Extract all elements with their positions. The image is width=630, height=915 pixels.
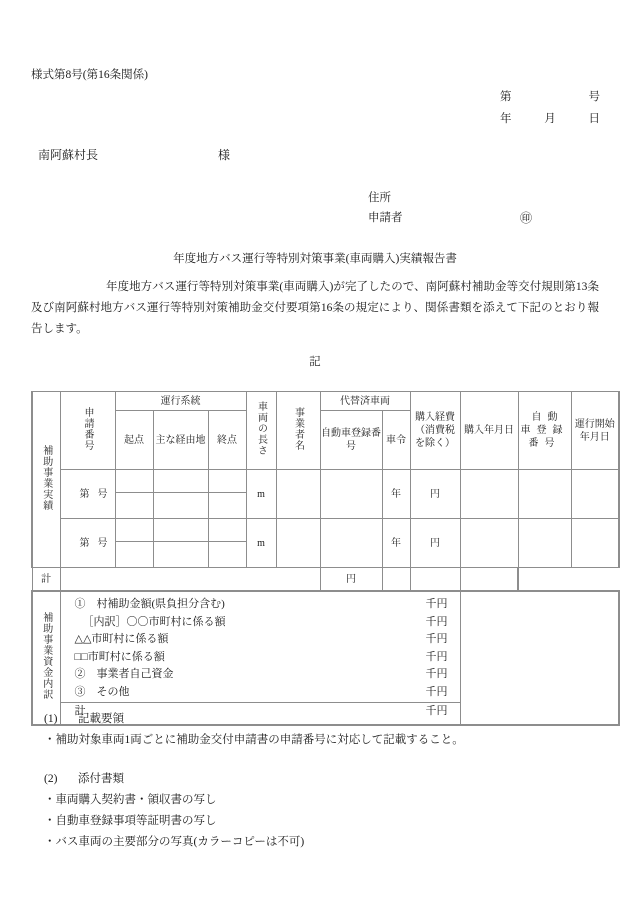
applicant-block: [368, 188, 533, 228]
cell-terminus-top[interactable]: [208, 470, 246, 493]
cell-via-bottom[interactable]: [153, 493, 208, 519]
section-label-funds: 補助事業資金内訳: [32, 591, 60, 725]
header-vehicle-reg-number-new: 自動車登録番号: [518, 392, 571, 470]
body-paragraph: 年度地方バス運行等特別対策事業(車両購入)が完了したので、南阿蘇村補助金等交付規則第13条及び南阿蘇村地方バス運行等特別対策補助金交付要項第16条の規定により、関係書類を添えて下記のとおり報告します。: [31, 281, 599, 335]
funds-item-unit: 千円: [425, 685, 448, 698]
funds-item-label: ② 事業者自己資金: [74, 668, 174, 681]
note-item: ・バス車両の主要部分の写真(カラーコピーは不可): [44, 836, 305, 848]
addressee-honorific: 様: [218, 148, 231, 162]
header-origin: 起点: [115, 411, 153, 470]
document-number-line: [500, 88, 600, 104]
cell-vehicle-reg-old[interactable]: [320, 470, 382, 519]
funds-item: [61, 684, 460, 703]
cell-vehicle-reg-new[interactable]: [518, 470, 571, 519]
funds-item: [61, 649, 460, 667]
cell-origin-bottom[interactable]: [115, 493, 153, 519]
total-blank-span: [60, 568, 320, 592]
applicant-address-label: 住所: [368, 192, 391, 204]
header-vehicle-length: 車両の長さ: [246, 392, 276, 470]
total-service-start-date[interactable]: [460, 568, 518, 592]
funds-item-label: ③ その他: [74, 685, 130, 698]
funds-item-label: 計: [74, 704, 86, 717]
cell-terminus-bottom[interactable]: [208, 542, 246, 568]
cell-vehicle-length[interactable]: m: [246, 519, 276, 568]
header-replaced-vehicle: 代替済車両: [320, 392, 410, 411]
funds-item-unit: 千円: [425, 650, 448, 663]
document-number-prefix: 第: [500, 91, 512, 103]
cell-purchase-cost[interactable]: 円: [410, 470, 460, 519]
funds-item-label: △△市町村に係る額: [74, 633, 169, 646]
cell-operator-name[interactable]: [276, 470, 320, 519]
cell-purchase-date[interactable]: [460, 470, 518, 519]
funds-item-unit: 千円: [425, 633, 448, 646]
funds-item-unit: 千円: [425, 704, 448, 717]
header-application-number: 申請番号: [60, 392, 115, 470]
cell-vehicle-reg-old[interactable]: [320, 519, 382, 568]
note-section-2-title: 添付書類: [78, 773, 124, 785]
total-purchase-date[interactable]: [382, 568, 410, 592]
cell-purchase-date[interactable]: [460, 519, 518, 568]
cell-terminus-top[interactable]: [208, 519, 246, 542]
cell-service-start-date[interactable]: [571, 519, 619, 568]
table-row: [32, 519, 619, 542]
cell-origin-top[interactable]: [115, 519, 153, 542]
cell-vehicle-reg-new[interactable]: [518, 519, 571, 568]
applicant-name-line: [368, 208, 533, 228]
table-header-row-1: [32, 392, 619, 411]
notes-section: [44, 709, 604, 853]
header-terminus: 終点: [208, 411, 246, 470]
cell-purchase-cost[interactable]: 円: [410, 519, 460, 568]
form-table: [31, 391, 620, 726]
table-total-row: [32, 568, 619, 592]
cell-vehicle-age[interactable]: 年: [382, 519, 410, 568]
page-title: 年度地方バス運行等特別対策事業(車両購入)実績報告書: [173, 253, 457, 265]
cell-service-start-date[interactable]: [571, 470, 619, 519]
note-section-1-heading: [44, 709, 604, 730]
cell-via-top[interactable]: [153, 519, 208, 542]
date-month-label: 月: [544, 113, 556, 125]
form-number: 様式第8号(第16条関係): [31, 69, 148, 81]
total-purchase-cost[interactable]: 円: [320, 568, 382, 592]
form-table-wrapper: [31, 391, 615, 726]
funds-item: [61, 596, 460, 614]
table-row: [32, 470, 619, 493]
total-vehicle-reg-new[interactable]: [410, 568, 460, 592]
header-route-system: 運行系統: [115, 392, 246, 411]
note-item: ・自動車登録事項等証明書の写し: [44, 815, 217, 827]
funds-item-unit: 千円: [425, 598, 448, 610]
funds-item-unit: 千円: [425, 615, 448, 628]
header-purchase-cost: 購入経費（消費税を除く）: [410, 392, 460, 470]
document-date-line: [500, 110, 600, 126]
applicant-address-line: [368, 188, 403, 208]
funds-section-row: [32, 591, 619, 725]
funds-breakdown-list: [60, 591, 460, 725]
note-spacer: [44, 751, 604, 769]
funds-blank-cell[interactable]: [460, 591, 619, 725]
funds-item-label: ① 村補助金額(県負担分含む): [74, 598, 225, 610]
cell-via-bottom[interactable]: [153, 542, 208, 568]
note-section-2-heading: [44, 769, 604, 790]
date-year-label: 年: [500, 113, 512, 125]
funds-item: [61, 614, 460, 632]
cell-vehicle-age[interactable]: 年: [382, 470, 410, 519]
note-item: ・補助対象車両1両ごとに補助金交付申請書の申請番号に対応して記載すること。: [44, 734, 464, 746]
header-via: 主な経由地: [153, 411, 208, 470]
cell-terminus-bottom[interactable]: [208, 493, 246, 519]
header-purchase-date: 購入年月日: [460, 392, 518, 470]
cell-application-number: 第号: [60, 470, 115, 519]
funds-item-label: ［内訳］〇〇市町村に係る額: [82, 615, 226, 628]
funds-item: [61, 666, 460, 684]
section-label-achievement: 補助事業実績: [32, 392, 60, 568]
funds-item: [61, 631, 460, 649]
note-section-2-number: (2): [44, 773, 58, 785]
header-service-start-date: 運行開始年月日: [571, 392, 619, 470]
note-section-1-title: 記載要領: [78, 713, 124, 725]
addressee: 南阿蘇村長: [38, 148, 99, 162]
cell-via-top[interactable]: [153, 470, 208, 493]
cell-origin-top[interactable]: [115, 470, 153, 493]
seal-icon: ㊞: [520, 211, 533, 225]
ki-mark: 記: [309, 356, 321, 368]
cell-application-number: 第号: [60, 519, 115, 568]
funds-item-label: □□市町村に係る額: [74, 650, 165, 663]
cell-origin-bottom[interactable]: [115, 542, 153, 568]
header-vehicle-reg-number-old: 自動車登録番号: [320, 411, 382, 470]
funds-list: [61, 592, 460, 724]
cell-vehicle-length[interactable]: m: [246, 470, 276, 519]
date-day-label: 日: [588, 113, 600, 125]
header-vehicle-age: 車令: [382, 411, 410, 470]
applicant-label: 申請者: [368, 212, 403, 224]
document-number-suffix: 号: [588, 91, 600, 103]
total-label: 計: [32, 568, 60, 592]
note-section-1-number: (1): [44, 713, 58, 725]
header-operator-name: 事業者名: [276, 392, 320, 470]
funds-item-unit: 千円: [425, 668, 448, 681]
note-item: ・車両購入契約書・領収書の写し: [44, 794, 217, 806]
cell-operator-name[interactable]: [276, 519, 320, 568]
